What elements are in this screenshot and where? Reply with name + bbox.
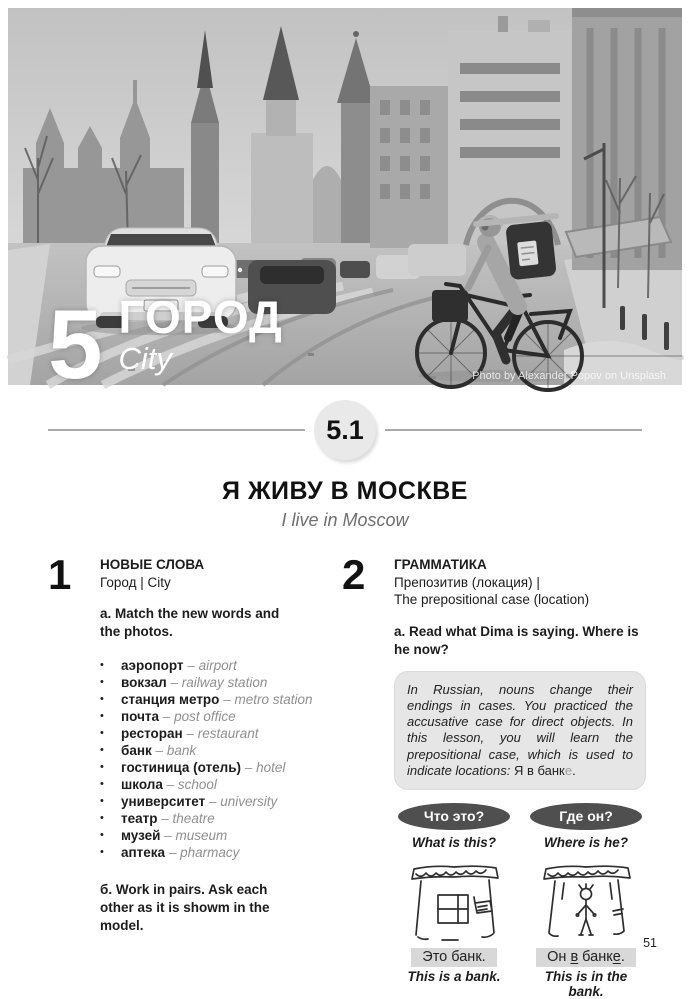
list-item: • университет – university [100, 793, 278, 809]
grammar-note-example: Я в банке. [513, 762, 576, 778]
bullet-icon: • [100, 692, 104, 705]
section-number-badge: 5.1 [314, 400, 376, 460]
grammar-heading: ГРАММАТИКА [394, 557, 487, 572]
bullet-icon: • [100, 709, 104, 722]
grammar-subheading-en: The prepositional case (location) [394, 592, 590, 608]
speech-bubble: Что это? [398, 803, 510, 830]
list-item: • гостиница (отель) – hotel [100, 759, 286, 775]
exercise-columns [48, 551, 646, 999]
vocab-subheading: Город | City [100, 574, 171, 590]
chapter-heading [48, 288, 283, 399]
bullet-icon: • [100, 828, 104, 841]
textbook-page [0, 8, 690, 999]
list-item: • почта – post office [100, 708, 236, 724]
bullet-icon: • [100, 743, 104, 756]
vocab-task-b: б. Work in pairs. Ask each other as it is showm in the model. [100, 881, 270, 933]
list-item: • вокзал – railway station [100, 674, 268, 690]
example-what-is-this: Что это? What is this? Это банк. This is a bank. [394, 803, 514, 999]
grammar-examples [394, 803, 646, 999]
chapter-number: 5 [48, 288, 103, 399]
example-where-is-he: Где он? Where is he? Он в банке. This is in the bank. [526, 803, 646, 999]
divider-line-left [48, 429, 305, 431]
bullet-icon: • [100, 658, 104, 671]
example-caption-en: This is a bank. [407, 968, 501, 984]
vocab-heading: НОВЫЕ СЛОВА [100, 557, 205, 572]
list-item: • станция метро – metro station [100, 691, 313, 707]
bullet-icon: • [100, 675, 104, 688]
bullet-icon: • [100, 760, 104, 773]
list-item: • аэропорт – airport [100, 657, 237, 673]
example-caption-ru: Это банк. [411, 948, 496, 967]
exercise-1-vocabulary [48, 551, 330, 999]
grammar-subheading-ru: Препозитив (локация) | [394, 574, 540, 590]
person-in-bank-sketch [534, 859, 638, 943]
divider-line-right [385, 429, 642, 431]
exercise-1-number: 1 [48, 551, 71, 598]
bullet-icon: • [100, 726, 104, 739]
case-ending: е [564, 762, 573, 778]
list-item: • музей – museum [100, 827, 228, 843]
example-caption-ru: Он в банке. [536, 948, 636, 967]
section-title-ru: Я ЖИВУ В МОСКВЕ [222, 477, 468, 505]
underlined-ending: е [612, 948, 621, 965]
chapter-photo [8, 8, 682, 399]
exercise-2-grammar [342, 551, 646, 999]
bank-building-sketch [402, 859, 506, 943]
vocab-list [100, 657, 330, 861]
example-caption-en: This is in the bank. [544, 968, 628, 999]
section-divider [48, 400, 642, 460]
vocab-task-a: a. Match the new words and the photos. [100, 606, 280, 640]
exercise-2-number: 2 [342, 551, 365, 598]
list-item: • аптека – pharmacy [100, 844, 240, 860]
speech-bubble: Где он? [530, 803, 642, 830]
grammar-note-text: In Russian, nouns change their endings in cases. You practiced the accusative case for direct objects. In this lesson, you will learn the prepositional case, which is used to indicate locations: [407, 682, 633, 778]
chapter-title-ru: ГОРОД [118, 290, 283, 343]
list-item: • ресторан – restaurant [100, 725, 259, 741]
grammar-note-box [394, 671, 646, 790]
bullet-icon: • [100, 794, 104, 807]
photo-credit: Photo by Alexander Popov on Unsplash [472, 370, 666, 382]
bullet-icon: • [100, 777, 104, 790]
list-item: • школа – school [100, 776, 217, 792]
list-item: • банк – bank [100, 742, 197, 758]
page-number: 51 [643, 936, 657, 950]
bullet-icon: • [100, 811, 104, 824]
section-title-en: I live in Moscow [281, 510, 409, 530]
list-item: • театр – theatre [100, 810, 215, 826]
grammar-task-a: a. Read what Dima is saying. Where is he now? [394, 623, 639, 657]
bullet-icon: • [100, 845, 104, 858]
underlined-preposition: в [570, 948, 579, 965]
chapter-title-en: City [118, 340, 172, 376]
